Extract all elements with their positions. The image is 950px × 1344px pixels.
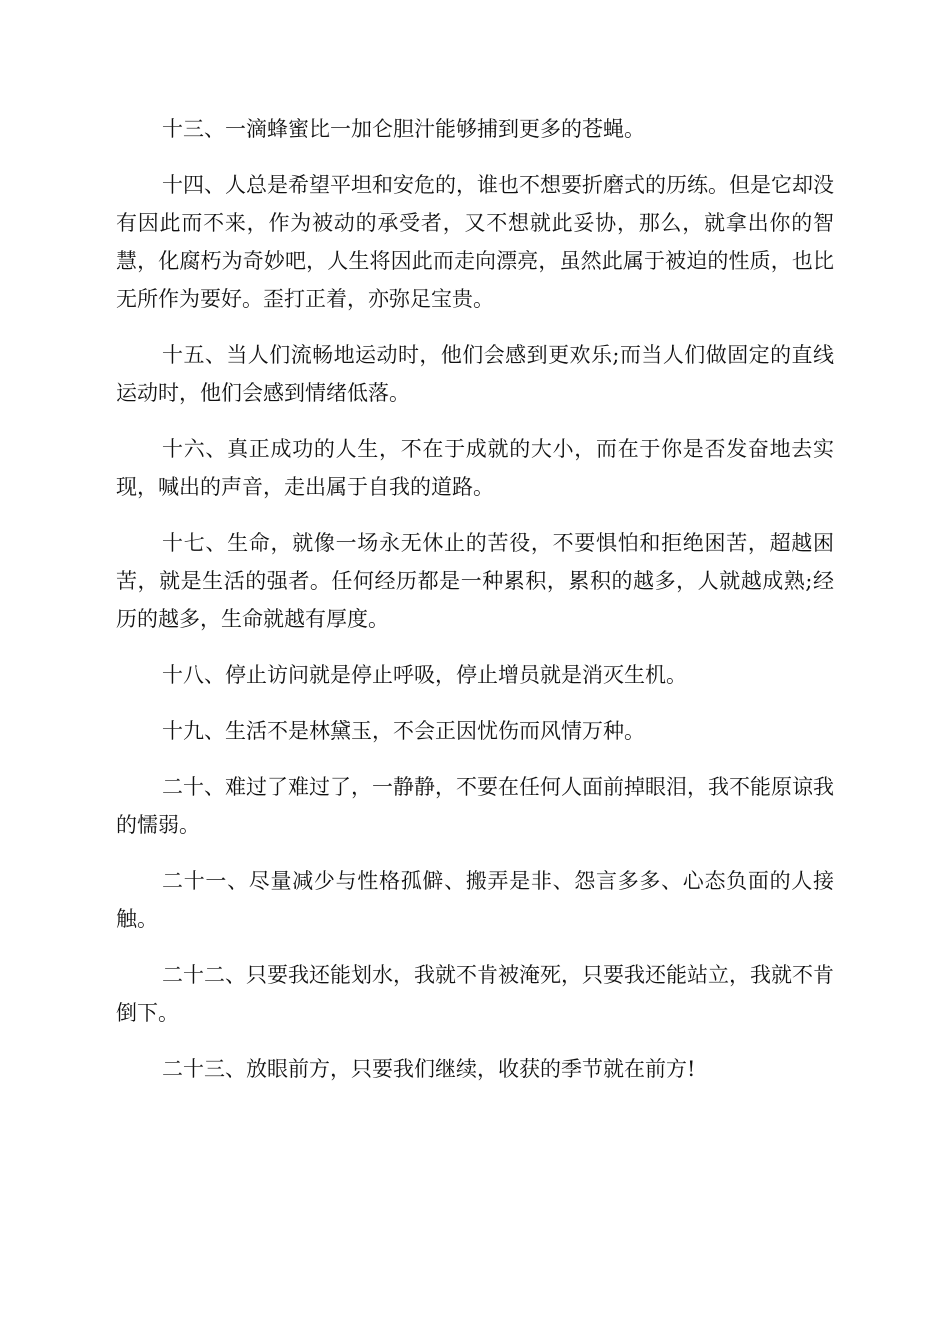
paragraph-14: 十四、人总是希望平坦和安危的，谁也不想要折磨式的历练。但是它却没有因此而不来，作为被动的承受者，又不想就此妥协，那么，就拿出你的智慧，化腐朽为奇妙吧，人生将因此而走向漂亮，虽然此属于被迫的性质，也比无所作为要好。歪打正着，亦弥足宝贵。 [116, 173, 834, 311]
paragraph-15: 十五、当人们流畅地运动时，他们会感到更欢乐;而当人们做固定的直线运动时，他们会感到情绪低落。 [116, 343, 834, 405]
paragraph-17: 十七、生命，就像一场永无休止的苦役，不要惧怕和拒绝困苦，超越困苦，就是生活的强者。任何经历都是一种累积，累积的越多，人就越成熟;经历的越多，生命就越有厚度。 [116, 531, 834, 631]
paragraph-16: 十六、真正成功的人生，不在于成就的大小，而在于你是否发奋地去实现，喊出的声音，走出属于自我的道路。 [116, 437, 834, 499]
paragraph-22: 二十二、只要我还能划水，我就不肯被淹死，只要我还能站立，我就不肯倒下。 [116, 963, 834, 1025]
paragraph-19: 十九、生活不是林黛玉，不会正因忧伤而风情万种。 [162, 719, 645, 743]
paragraph-21: 二十一、尽量减少与性格孤僻、搬弄是非、怨言多多、心态负面的人接触。 [116, 869, 834, 931]
document-body [116, 110, 834, 1106]
paragraph-23: 二十三、放眼前方，只要我们继续，收获的季节就在前方! [162, 1057, 696, 1081]
paragraph-13: 十三、一滴蜂蜜比一加仑胆汁能够捕到更多的苍蝇。 [162, 117, 645, 141]
paragraph-20: 二十、难过了难过了，一静静，不要在任何人面前掉眼泪，我不能原谅我的懦弱。 [116, 775, 834, 837]
paragraph-18: 十八、停止访问就是停止呼吸，停止增员就是消灭生机。 [162, 663, 687, 687]
